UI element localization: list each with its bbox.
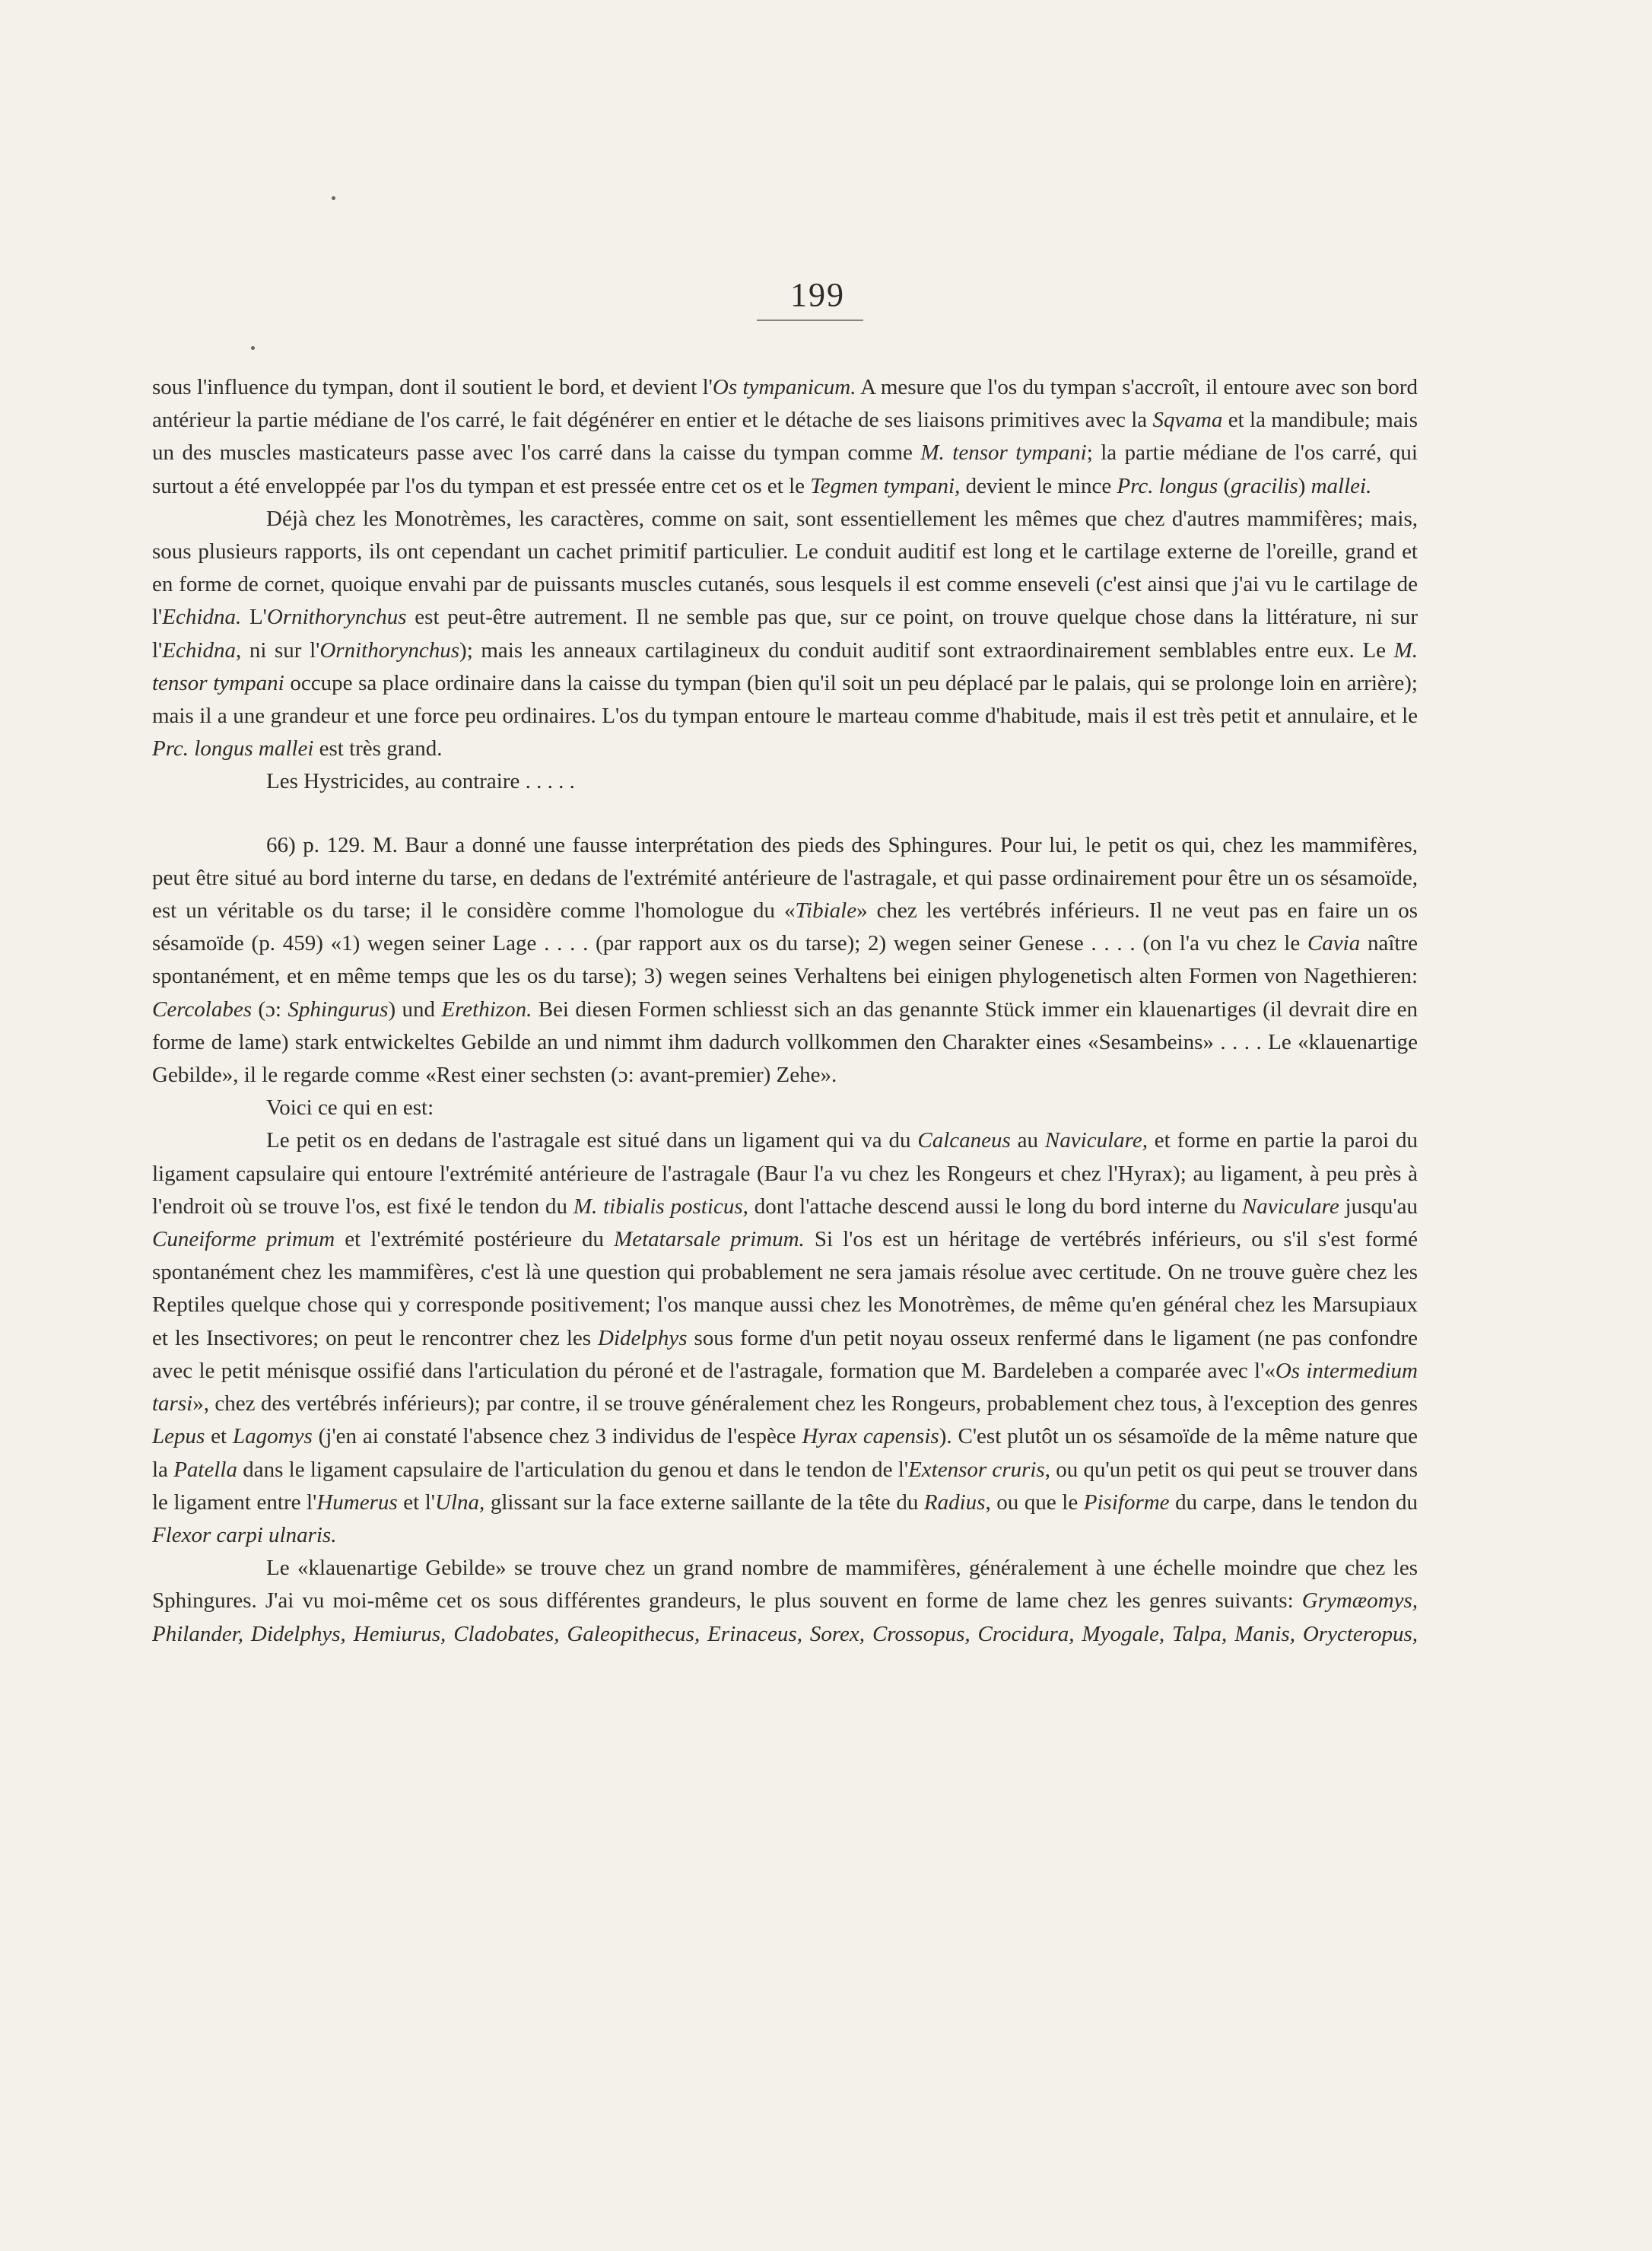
stray-mark [251,346,255,350]
italic-term: gracilis [1231,473,1298,498]
text-run: ) und [388,997,442,1022]
italic-term: Hyrax capensis [802,1424,939,1449]
italic-term: Prc. longus [1117,473,1218,498]
text-run: est très grand. [313,736,443,761]
italic-term: M. tibialis posticus, [573,1194,748,1219]
italic-term: Cercolabes [152,997,253,1022]
text-run: occupe sa place ordinaire dans la caisse du tympan (bien qu'il soit un peu déplacé par le palais, qui se prolonge loin en arrière); mais il a une grandeur et une force peu ordinaires. L'os du tympan entoure le marteau comme d'habitude, mais il est très petit et annulaire, et le [152,670,1418,729]
italic-term: Prc. longus mallei [152,736,314,761]
italic-term: Naviculare [1241,1194,1339,1219]
italic-term: Extensor cruris [908,1457,1045,1482]
italic-term: Echidna [162,637,236,663]
text-run: , ou que le [985,1490,1084,1515]
text-run: jusqu'au [1339,1194,1418,1219]
italic-term: Flexor carpi ulnaris. [152,1522,337,1547]
text-run: devient le mince [960,473,1117,498]
italic-term: Didelphys [598,1325,688,1350]
italic-term: Tegmen tympani, [810,473,961,498]
text-run: et la mandibule; mais un des muscles masticateurs passe avec l'os carré dans la caisse du tympan comme [152,408,1418,466]
italic-term: Pisiforme [1083,1490,1170,1515]
italic-term: mallei. [1310,473,1372,498]
italic-term: Calcaneus [917,1128,1011,1153]
italic-term: Lepus [152,1424,205,1449]
stray-mark [332,196,335,200]
italic-term: Lagomys [233,1424,313,1449]
text-run: (j'en ai constaté l'absence chez 3 individus de l'espèce [312,1424,802,1449]
text-run: 66) p. 129. M. Baur a donné une fausse interprétation des pieds des Sphingures. Pour lui, le petit os qui, chez les mammifères, peut être situé au bord interne du tarse, en dedans de l'extrémité antérieure de l'astragale, et qui passe ordinairement pour être un os sésamoïde, est un véritable os du tarse; il le considère comme l'homologue du « [152,832,1418,924]
italic-term: Sphingurus [288,997,389,1022]
italic-term: Os intermedium tarsi [152,1358,1418,1416]
text-run: du carpe, dans le tendon du [1169,1490,1418,1515]
page-number: 199 [790,276,845,313]
text-run: au [1010,1128,1045,1153]
text-run: et l'extrémité postérieure du [335,1227,615,1252]
text-run: et [205,1424,234,1449]
italic-term: Ornithorynchus [319,637,460,663]
text-run: et forme en partie la paroi du ligament capsulaire qui entoure l'extrémité antérieure de l'astragale (Baur l'a vu chez les Rongeurs et chez l'Hyrax); au ligament, à peu près à l'endroit où se trouve l'os, est fixé le tendon du [152,1128,1418,1219]
italic-term: Cuneiforme primum [152,1227,335,1252]
italic-term: Grymæomys, Philander, Didelphys, Hemiurus, Cladobates, Galeopithecus, Erinaceus, Sorex, Crossopus, Crocidura, Myogale, Talpa, Manis, Orycteropus, [152,1588,1418,1646]
text-run: », chez des vertébrés inférieurs); par contre, il se trouve généralement chez les Rongeurs, probablement chez tous, à l'exception des genres [192,1391,1418,1416]
page-number-rule [757,320,863,321]
text-run: ( [1218,473,1231,498]
italic-term: Radius [923,1490,986,1515]
italic-term: Metatarsale primum. [614,1227,805,1252]
text-run: Le petit os en dedans de l'astragale est situé dans un ligament qui va du [266,1128,918,1153]
text-run: L' [241,605,267,630]
italic-term: M. tensor tympani [920,440,1087,466]
text-run: A mesure que l'os du tympan s'accroît, il entoure avec son bord antérieur la partie médiane de l'os carré, le fait dégénérer en entier et le détache de ses liaisons primitives avec la [152,375,1418,433]
text-run: Bei diesen Formen schliesst sich an das genannte Stück immer ein klauenartiges (il devrait dire en forme de lame) stark entwickeltes Gebilde an und nimmt ihm dadurch vollkommen den Charakter eines «Sesambeins» . . . . Le «klauenartige Gebilde», il le regarde comme «Rest einer sechsten (ɔ: avant-premier) Zehe». [152,997,1418,1088]
paragraph [152,371,1418,503]
text-run: Si l'os est un héritage de vertébrés inférieurs, ou s'il s'est formé spontanément chez les mammifères, c'est là une question qui probablement ne sera jamais résolue avec certitude. On ne trouve guère chez les Reptiles quelque chose qui y corresponde positivement; l'os manque aussi chez les Monotrèmes, de même qu'en général chez les Marsupiaux et les Insectivores; on peut le rencontrer chez les [152,1227,1418,1350]
text-run: , ni sur l' [235,637,320,663]
italic-term: Cavia [1307,931,1361,956]
text-run: naître spontanément, et en même temps que les os du tarse); 3) wegen seines Verhaltens bei einigen phylogenetisch alten Formen von Nagethieren: [152,931,1418,989]
paragraph [152,1092,1418,1124]
paragraph [152,829,1418,1092]
text-run: dans le ligament capsulaire de l'articulation du genou et dans le tendon de l' [237,1457,909,1482]
italic-term: Erethizon. [441,997,532,1022]
paragraph [152,503,1418,766]
text-run: Déjà chez les Monotrèmes, les caractères, comme on sait, sont essentiellement les mêmes que chez d'autres mammifères; mais, sous plusieurs rapports, ils ont cependant un cachet primitif particulier. Le conduit auditif est long et le cartilage externe de l'oreille, grand et en forme de cornet, quoique envahi par de puissants muscles cutanés, sous lesquels il est comme enseveli (c'est ainsi que j'ai vu le cartilage de l' [152,506,1418,630]
text-run: » chez les vertébrés inférieurs. Il ne veut pas en faire un os sésamoïde (p. 459) «1) wegen seiner Lage . . . . (par rapport aux os du tarse); 2) wegen seiner Genese . . . . (on l'a vu chez le [152,898,1418,956]
italic-term: Echidna. [162,605,242,630]
text-run: dont l'attache descend aussi le long du bord interne du [748,1194,1242,1219]
text-run: ); mais les anneaux cartilagineux du conduit auditif sont extraordinairement semblables entre eux. Le [459,637,1394,663]
italic-term: Tibiale [795,898,857,924]
italic-term: Patella [173,1457,237,1482]
text-run: est peut-être autrement. Il ne semble pas que, sur ce point, on trouve quelque chose dans la littérature, ni sur l' [152,605,1418,663]
text-run: et l' [397,1490,436,1515]
italic-term: Humerus [316,1490,398,1515]
italic-term: M. tensor tympani [152,637,1418,695]
paragraph [152,1124,1418,1552]
text-run: sous forme d'un petit noyau osseux renfermé dans le ligament (ne pas confondre avec le petit ménisque ossifié dans l'articulation du péroné et de l'astragale, formation que M. Bardeleben a comparée avec l'« [152,1325,1418,1383]
italic-term: Os tympanicum. [712,375,856,399]
text-run: Voici ce qui en est: [266,1095,434,1121]
text-run: , ou qu'un petit os qui peut se trouver dans le ligament entre l' [152,1457,1418,1515]
text-run: (ɔ: [252,997,288,1022]
text-run: ; la partie médiane de l'os carré, qui surtout a été enveloppée par l'os du tympan et est pressée entre cet os et le [152,440,1418,498]
paragraph [152,1552,1418,1651]
text-run: Le «klauenartige Gebilde» se trouve chez un grand nombre de mammifères, généralement à une échelle moindre que chez les Sphingures. J'ai vu moi-même cet os sous différentes grandeurs, le plus souvent en forme de lame chez les genres suivants: [152,1556,1418,1614]
italic-term: Ornithorynchus [266,605,407,630]
paragraph [152,765,1418,798]
italic-term: Ulna, [435,1490,485,1515]
text-run: Les Hystricides, au contraire . . . . . [266,769,575,794]
italic-term: Naviculare, [1044,1128,1148,1153]
text-run: glissant sur la face externe saillante de la tête du [484,1490,924,1515]
text-run: ) [1298,473,1311,498]
text-run: sous l'influence du tympan, dont il soutient le bord, et devient l' [152,375,713,399]
text-run: ). C'est plutôt un os sésamoïde de la même nature que la [152,1424,1418,1482]
italic-term: Sqvama [1152,408,1223,433]
body-text [152,371,1418,1651]
